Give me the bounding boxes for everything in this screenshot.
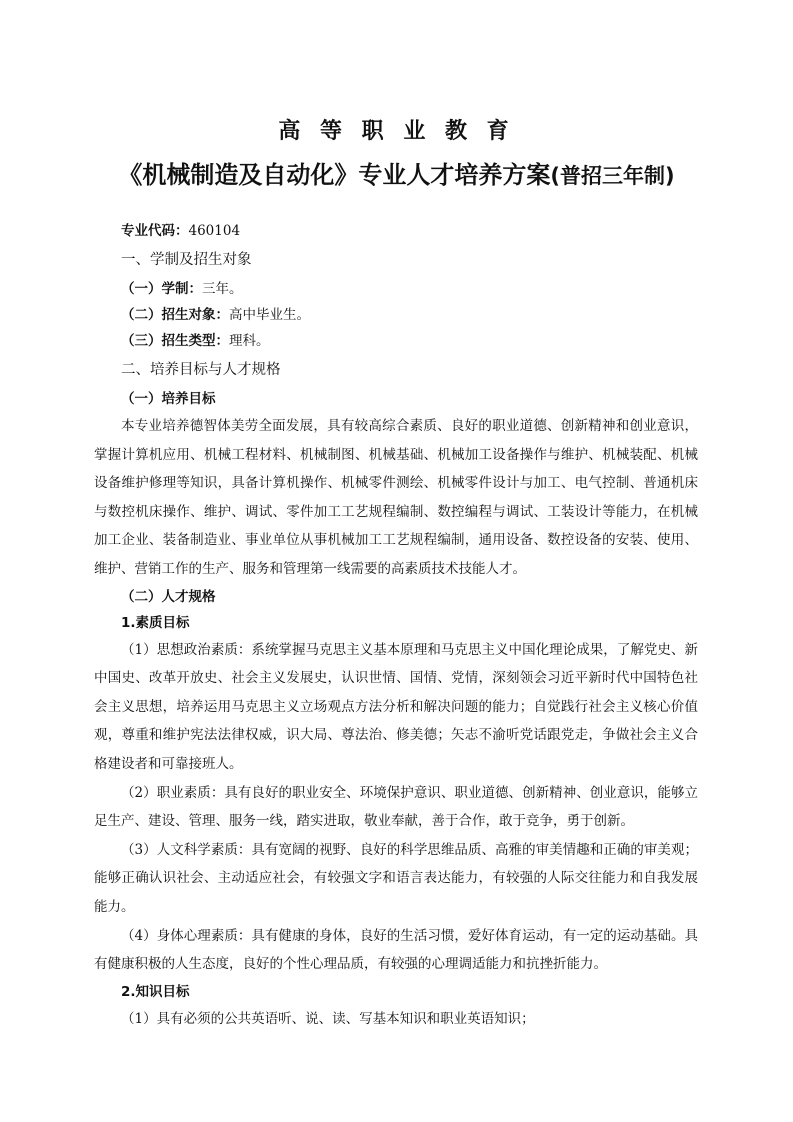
- enrollment-type-line: [94, 328, 698, 354]
- section-1-heading: 一、学制及招生对象: [121, 252, 252, 268]
- quality-item-humanities: （3）人文科学素质：具有宽阔的视野、良好的科学思维品质、高雅的审美情趣和正确的审美观；能够正确认识社会、主动适应社会，有较强文字和语言表达能力，有较强的人际交往能力和自我发展能力。: [94, 841, 698, 915]
- knowledge-goal-heading: 2.知识目标: [121, 983, 190, 1000]
- training-goal-heading: （一）培养目标: [121, 391, 216, 407]
- knowledge-item-english: （1）具有必须的公共英语听、说、读、写基本知识和职业英语知识；: [121, 1010, 535, 1027]
- doc-main-title: [0, 155, 793, 190]
- enrollment-target-value: 高中毕业生。: [229, 307, 310, 323]
- major-code-line: [94, 218, 698, 244]
- major-code-label: 专业代码：: [121, 223, 189, 239]
- quality-item-political: （1）思想政治素质：系统掌握马克思主义基本原理和马克思主义中国化理论成果，了解党史、新中国史、改革开放史、社会主义发展史，认识世情、国情、党情，深刻领会习近平新时代中国特色社会主义思想，培养运用马克思主义立场观点方法分析和解决问题的能力；自觉践行社会主义核心价值观，尊重和维护宪法法律权威，识大局、尊法治、修美德；矢志不渝听党话跟党走，争做社会主义合格建设者和可靠接班人。: [94, 641, 698, 772]
- quality-item-physical: （4）身体心理素质：具有健康的身体，良好的生活习惯，爱好体育运动，有一定的运动基础。具有健康积极的人生态度，良好的个性心理品质，有较强的心理调适能力和抗挫折能力。: [94, 927, 698, 973]
- quality-item-professional: （2）职业素质：具有良好的职业安全、环境保护意识、职业道德、创新精神、创业意识，能够立足生产、建设、管理、服务一线，踏实进取，敬业奉献，善于合作，敢于竞争，勇于创新。: [94, 784, 698, 830]
- enrollment-type-label: （三）招生类型：: [121, 333, 229, 349]
- schooling-line: [94, 276, 698, 302]
- schooling-value: 三年。: [202, 281, 243, 297]
- training-goal-paragraph: 本专业培养德智体美劳全面发展，具有较高综合素质、良好的职业道德、创新精神和创业意识，掌握计算机应用、机械工程材料、机械制图、机械基础、机械加工设备操作与维护、机械装配、机械设备维护修理等知识，具备计算机操作、机械零件测绘、机械零件设计与加工、电气控制、普通机床与数控机床操作、维护、调试、零件加工工艺规程编制、数控编程与调试、工装设计等能力，在机械加工企业、装备制造业、事业单位从事机械加工工艺规程编制，通用设备、数控设备的安装、使用、维护、营销工作的生产、服务和管理第一线需要的高素质技术技能人才。: [94, 418, 698, 577]
- section-2-heading: 二、培养目标与人才规格: [121, 362, 281, 378]
- enrollment-type-value: 理科。: [229, 333, 270, 349]
- enrollment-target-line: [94, 302, 698, 328]
- main-title-suffix: (普招三年制): [550, 164, 675, 188]
- talent-spec-heading: （二）人才规格: [121, 588, 216, 605]
- major-code-value: 460104: [188, 223, 241, 239]
- schooling-label: （一）学制：: [121, 281, 202, 297]
- enrollment-target-label: （二）招生对象：: [121, 307, 229, 323]
- document-body: [94, 218, 698, 1033]
- doc-category-title: 高 等 职 业 教 育: [278, 119, 515, 144]
- quality-goal-heading: 1.素质目标: [121, 614, 190, 631]
- main-title-text: 《机械制造及自动化》专业人才培养方案: [118, 161, 551, 189]
